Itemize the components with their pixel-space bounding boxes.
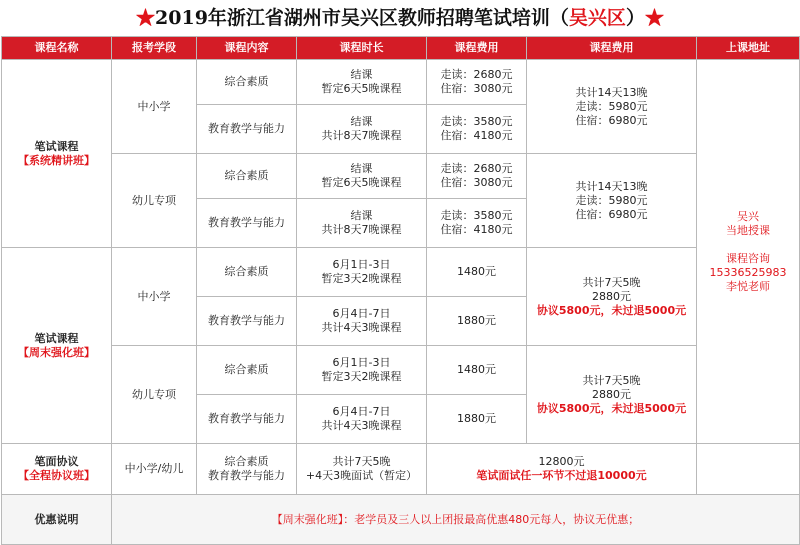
total-line: 共计7天5晚 [582,373,641,387]
duration-cell [297,297,427,346]
total-line: 住宿：6980元 [575,207,648,221]
content-cell: 综合素质 [197,60,297,105]
header-fee-total: 课程费用 [527,37,697,60]
content-line: 教育教学与能力 [208,469,285,482]
agreement-line: 协议5800元，未过退5000元 [536,303,687,317]
duration-line: 6月4日-7日 [332,307,391,320]
duration-cell [297,154,427,199]
address-line: 课程咨询 [726,251,770,265]
course-sub: 【周末强化班】 [18,345,95,359]
fee-line: 住宿：3080元 [440,82,513,95]
phone-number: 15336525983 [709,265,787,279]
fee-cell [427,154,527,199]
duration-cell [297,395,427,444]
star-icon: ★ [644,7,664,29]
total-fee-cell [527,346,697,444]
course-sub: 【全程协议班】 [18,469,95,482]
duration-cell [297,248,427,297]
stage-cell: 中小学/幼儿 [112,444,197,495]
duration-cell [297,346,427,395]
header-content: 课程内容 [197,37,297,60]
fee-cell [427,60,527,105]
course-name-cell [2,444,112,495]
fee-cell [427,444,697,495]
duration-line: 暂定3天2晚课程 [321,272,402,285]
duration-line: 共计4天3晚课程 [321,321,402,334]
header-stage: 报考学段 [112,37,197,60]
fee-cell [427,105,527,154]
duration-cell [297,199,427,248]
course-name: 笔试课程 [34,139,79,153]
fee-line: 走读：2680元 [440,162,513,175]
duration-line: 结课 [350,162,373,175]
course-sub: 【系统精讲班】 [18,153,95,167]
header-fee: 课程费用 [427,37,527,60]
content-cell: 教育教学与能力 [197,297,297,346]
duration-line: 暂定6天5晚课程 [321,82,402,95]
table-row [2,346,800,395]
content-cell: 综合素质 [197,346,297,395]
total-line: 共计14天13晚 [575,85,648,99]
header-duration: 课程时长 [297,37,427,60]
promo-text: 【周末强化班】：老学员及三人以上团报最高优惠480元每人，协议无优惠； [112,495,800,545]
total-line: 走读：5980元 [575,193,648,207]
stage-cell: 幼儿专项 [112,154,197,248]
header-course-name: 课程名称 [2,37,112,60]
duration-line: 6月4日-7日 [332,405,391,418]
total-line: 走读：5980元 [575,99,648,113]
course-name: 笔面协议 [34,455,79,468]
agreement-line: 协议5800元，未过退5000元 [536,401,687,415]
duration-line: 6月1日-3日 [332,356,391,369]
title-highlight: 吴兴区 [568,7,626,29]
duration-cell [297,105,427,154]
address-line: 当地授课 [726,223,770,237]
duration-line: 结课 [350,115,373,128]
content-cell: 教育教学与能力 [197,199,297,248]
duration-line: 暂定6天5晚课程 [321,176,402,189]
total-line: 共计7天5晚 [582,275,641,289]
title-text: 2019年浙江省湖州市吴兴区教师招聘笔试培训（ [155,7,569,29]
duration-line: 共计7天5晚 [332,455,391,468]
table-row [2,444,800,495]
course-table [1,36,800,545]
total-fee-cell [527,154,697,248]
promo-row [2,495,800,545]
header-row [2,37,800,60]
fee-line: 走读：3580元 [440,115,513,128]
promo-label: 优惠说明 [2,495,112,545]
fee-cell: 1880元 [427,297,527,346]
content-cell [197,444,297,495]
address-empty-cell [697,444,800,495]
content-line: 综合素质 [224,455,269,468]
fee-line: 住宿：4180元 [440,129,513,142]
stage-cell: 中小学 [112,60,197,154]
address-cell [697,60,800,444]
content-cell: 综合素质 [197,248,297,297]
total-line: 2880元 [592,289,631,303]
agreement-line: 笔试面试任一环节不过退10000元 [476,469,647,482]
stage-cell: 幼儿专项 [112,346,197,444]
course-name-cell [2,60,112,248]
fee-line: 住宿：4180元 [440,223,513,236]
table-row [2,60,800,105]
duration-line: 共计8天7晚课程 [321,129,402,142]
duration-line: 结课 [350,68,373,81]
star-icon: ★ [136,7,156,29]
duration-cell [297,60,427,105]
content-cell: 教育教学与能力 [197,105,297,154]
contact-name: 李悦老师 [726,279,770,293]
title-tail: ） [625,7,645,29]
fee-cell: 1480元 [427,248,527,297]
address-line: 吴兴 [737,209,759,223]
duration-line: +4天3晚面试（暂定） [305,469,418,482]
table-row [2,248,800,297]
total-line: 共计14天13晚 [575,179,648,193]
header-address: 上课地址 [697,37,800,60]
fee-line: 走读：3580元 [440,209,513,222]
fee-cell: 1880元 [427,395,527,444]
fee-line: 住宿：3080元 [440,176,513,189]
stage-cell: 中小学 [112,248,197,346]
fee-line: 12800元 [538,455,585,468]
page-title [0,0,800,36]
table-row [2,154,800,199]
total-fee-cell [527,248,697,346]
duration-cell [297,444,427,495]
total-fee-cell [527,60,697,154]
course-name-cell [2,248,112,444]
fee-cell [427,199,527,248]
duration-line: 暂定3天2晚课程 [321,370,402,383]
content-cell: 教育教学与能力 [197,395,297,444]
duration-line: 结课 [350,209,373,222]
total-line: 2880元 [592,387,631,401]
total-line: 住宿：6980元 [575,113,648,127]
content-cell: 综合素质 [197,154,297,199]
duration-line: 共计4天3晚课程 [321,419,402,432]
fee-cell: 1480元 [427,346,527,395]
course-name: 笔试课程 [34,331,79,345]
duration-line: 共计8天7晚课程 [321,223,402,236]
duration-line: 6月1日-3日 [332,258,391,271]
fee-line: 走读：2680元 [440,68,513,81]
